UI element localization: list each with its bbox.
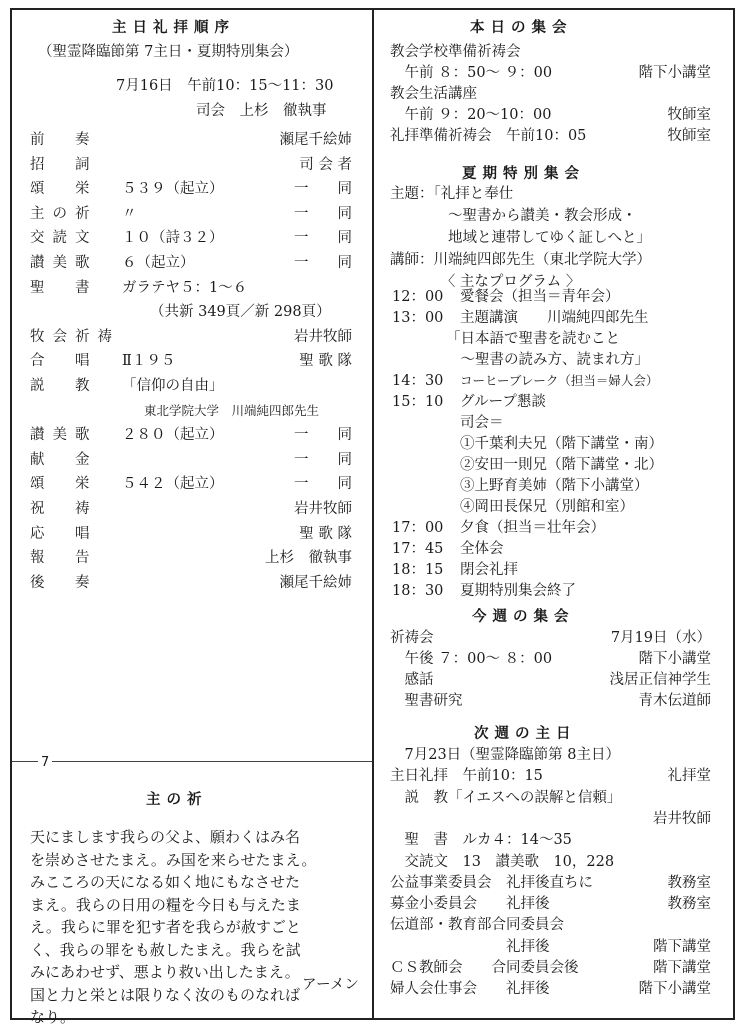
meeting-line: 感話 [390,672,434,688]
order-person: 瀬尾千絵姉 [279,132,352,148]
order-person: 岩井牧師 [294,501,352,517]
order-person: 一 同 [294,451,352,468]
meeting-line: 募金小委員会 礼拝後 [390,896,550,913]
order-detail: ５４２（起立） [122,476,224,493]
program-text: 全体会 [460,541,504,557]
meeting-line: 交読文 13 讃美歌 10，228 [390,853,615,870]
meeting-place: 階下小講堂 [638,651,711,667]
program-time: 18：15 [392,562,444,578]
section-divider [12,761,372,762]
order-person: 聖 歌 隊 [299,353,352,370]
meeting-line: 午前 ８：50〜 ９：00 [390,65,553,81]
program-text: 閉会礼拝 [460,562,518,578]
meeting-line: 聖 書 ルカ４：14〜35 [390,832,572,849]
meeting-line: 伝道部・教育部合同委員会 [390,917,564,934]
program-time: 18：30 [392,583,444,599]
program-text: 夏期特別集会終了 [460,583,576,599]
meeting-line: 礼拝後 [390,938,550,955]
order-person: 上杉 徹執事 [265,550,352,567]
order-label: 報 告 [30,550,98,567]
order-person: 一 同 [294,255,352,271]
program-time: 14：30 [392,373,444,389]
order-detail: ガラテヤ５：1〜６ [122,279,248,296]
meeting-line: 公益事業委員会 礼拝後直ちに [390,874,593,891]
program-text: 愛餐会（担当＝青年会） [460,289,620,305]
meeting-line: 主日礼拝 午前10：15 [390,768,543,785]
program-text: コーヒーブレーク（担当＝婦人会） [460,373,659,388]
order-detail: ２８０（起立） [122,427,224,444]
program-text: 「日本語で聖書を読むこと [446,331,620,347]
prayer-line: みこころの天になる如く地にもなさせた [30,873,301,891]
next-sunday-title: 次週の主日 [474,725,577,742]
order-label: 献 金 [30,451,98,468]
order-label: 合 唱 [30,353,98,370]
prayer-line: え。我らに罪を犯す者を我らが赦すごと [30,918,301,936]
program-time: 15：10 [392,394,444,410]
program-time: 17：00 [392,520,444,536]
order-person: 一 同 [294,205,352,222]
worship-subtitle: （聖霊降臨節第 7主日・夏期特別集会） [38,44,299,60]
meeting-line: 午後 ７：00〜 ８：00 [390,651,553,667]
order-person: 聖 歌 隊 [299,525,352,542]
worship-host: 司会 上杉 徹執事 [196,103,327,119]
order-label: 祝 祷 [30,501,98,517]
order-detail: 東北学院大学 川端純四郎先生 [144,402,320,418]
order-person: 一 同 [294,476,352,493]
worship-order-title: 主日礼拝順序 [112,19,235,36]
order-label: 交読文 [30,230,98,247]
meeting-line: 説 教「イエスへの誤解と信頼」 [390,789,622,806]
page-number: 7 [38,755,52,770]
meeting-place: 牧師室 [667,128,711,144]
order-label: 前 奏 [30,132,98,148]
meeting-line: 婦人会仕事会 礼拝後 [390,981,550,998]
order-person: 瀬尾千絵姉 [279,574,352,591]
theme-line: 〜聖書から讃美・教会形成・ [390,208,637,224]
prayer-line: まえ。我らの日用の糧を今日も与えたま [30,895,301,914]
program-time: 13：00 [392,310,444,326]
worship-date: 7月16日 午前10：15〜11：30 [116,78,334,94]
order-person: 一 同 [294,427,352,444]
order-detail: 「信仰の自由」 [122,378,224,394]
program-text: ③上野育美姉（階下小講堂） [460,478,649,494]
meeting-line: 礼拝準備祈祷会 午前10：05 [390,128,587,144]
lords-prayer [30,826,360,1029]
prayer-line: 天にまします我らの父よ、願わくはみ名 [30,828,301,846]
program-text: ②安田一則兄（階下講堂・北） [460,457,663,473]
meeting-place: 浅居正信神学生 [609,672,711,688]
program-text: 司会＝ [460,415,504,431]
order-label: 応 唱 [30,525,98,542]
order-person: 一 同 [294,230,352,247]
order-detail: 〃 [122,205,137,222]
program-time: 17：45 [392,541,444,557]
meeting-line: 教会学校準備祈祷会 [390,44,521,60]
meeting-line: 午前 ９：20〜10：00 [390,107,552,123]
program-text: ①千葉利夫兄（階下講堂・南） [460,436,663,452]
column-divider [372,8,374,1018]
program-text: グループ懇談 [460,394,546,410]
order-label: 讃美歌 [30,255,98,271]
program-text: 夕食（担当＝壮年会） [460,520,605,536]
order-label: 聖 書 [30,279,98,296]
order-label: 招 詞 [30,156,98,173]
special-meeting-title: 夏期特別集会 [462,165,585,182]
order-label: 頌 栄 [30,181,98,198]
meeting-place: 青木伝道師 [638,693,711,709]
order-label: 説 教 [30,378,98,394]
prayer-line: みにあわせず、悪より救い出したまえ。 [30,963,300,981]
order-person: 一 同 [294,181,352,198]
order-detail: （共新 349頁／新 298頁） [150,304,331,321]
program-text: 〜聖書の読み方、読まれ方」 [446,352,649,368]
order-label: 牧会祈祷 [30,328,120,345]
order-detail: ５３９（起立） [122,181,224,198]
meeting-place: 礼拝堂 [667,768,711,785]
order-label: 後 奏 [30,574,98,591]
order-detail: １０（詩３２） [122,230,224,247]
order-person: 司 会 者 [299,156,352,173]
order-label: 主の祈 [30,205,98,222]
prayer-line: く、我らの罪をも赦したまえ。我らを試 [30,940,301,959]
prayer-line: を崇めさせたまえ。み国を来らせたまえ。 [30,850,317,869]
theme-line: 〈 主なプログラム 〉 [390,274,581,290]
meeting-place: 階下小講堂 [638,65,711,81]
prayer-amen: アーメン [302,977,359,993]
order-label: 頌 栄 [30,476,98,493]
meeting-place: 教務室 [667,896,711,913]
meeting-line: ＣＳ教師会 合同委員会後 [390,960,579,976]
meeting-place: 岩井牧師 [653,810,711,827]
program-text: ④岡田長保兄（別館和室） [460,499,634,515]
theme-line: 主題：「礼拝と奉仕 [390,186,514,202]
prayer-title: 主の祈 [146,791,208,808]
theme-line: 講師：川端純四郎先生（東北学院大学） [390,252,651,268]
meeting-line: 祈祷会 [390,630,434,646]
meeting-line: 教会生活講座 [390,86,477,102]
week-meetings-title: 今週の集会 [472,608,575,625]
meeting-place: 牧師室 [667,107,711,123]
meeting-line: 聖書研究 [390,693,463,709]
meeting-place: 教務室 [667,874,711,891]
meeting-place: 階下小講堂 [638,981,711,998]
program-text: 主題講演 川端純四郎先生 [460,310,649,326]
today-meetings-title: 本日の集会 [470,19,573,36]
meeting-place: 階下講堂 [653,960,711,976]
meeting-line: 7月23日（聖霊降臨節第 8主日） [390,747,621,763]
order-person: 岩井牧師 [294,328,352,345]
prayer-line: 国と力と栄とは限りなく汝のものなれば [30,985,301,1004]
theme-line: 地域と連帯してゆく証しへと」 [390,230,651,246]
prayer-line: なり。 [30,1008,76,1026]
order-label: 讃美歌 [30,427,98,444]
order-detail: Ⅱ１９５ [122,353,176,370]
meeting-place: 階下講堂 [653,938,711,955]
meeting-place: 7月19日（水） [610,630,711,646]
program-time: 12：00 [392,289,444,305]
order-detail: ６（起立） [122,255,195,271]
